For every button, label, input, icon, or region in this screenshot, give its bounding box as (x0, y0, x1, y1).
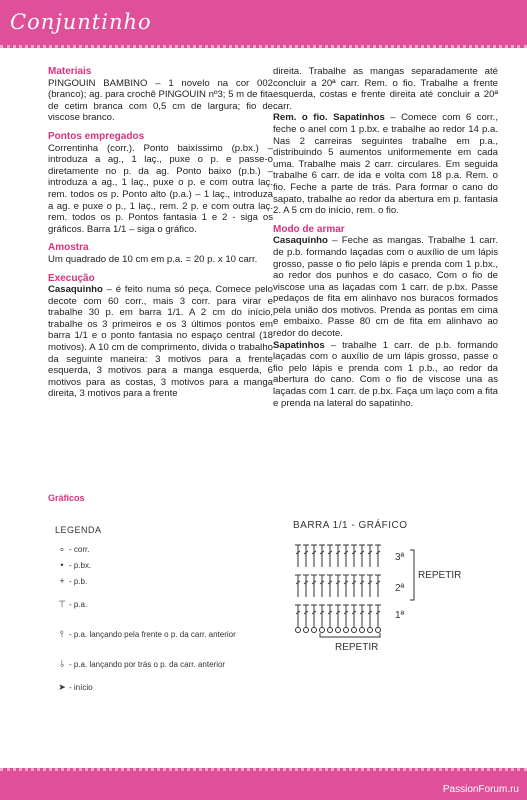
right-column (273, 66, 498, 409)
row-label-3: 3ª (395, 552, 405, 563)
stitch-mark (351, 545, 357, 567)
graficos-title: Gráficos (48, 493, 85, 503)
modo-body: – Feche as mangas. Trabalhe 1 carr. de p.b. formando laçadas com o auxílio de um lápis grosso, passe o fio pelo lápis e prenda com 1 p.bx., ao redor dos punhos e do casaco. Com o fio de viscose una as laçadas com 1 carr. de p.bx. Passe pedaços de fita em alinhavo nos buracos formados pela união dos motivos. Prenda as pontas em cima e embaixo. Passe 80 cm de fita em alinhavo ao redor do decote. (273, 235, 498, 340)
back-post-icon: ⫰ (60, 658, 64, 669)
legend-item-pb (55, 573, 275, 589)
stitch-mark (367, 545, 373, 567)
stitch-mark (303, 575, 309, 597)
chain-mark (376, 628, 381, 633)
section-text-sapatinhos (273, 112, 498, 216)
repeat-bracket-bottom (320, 633, 380, 637)
stitch-mark (319, 545, 325, 567)
chain-mark (352, 628, 357, 633)
stitch-mark (319, 575, 325, 597)
legend-label: - p.a. lançando por trás o p. da carr. anterior (69, 659, 226, 669)
row-label-2: 2ª (395, 583, 405, 594)
legend-title: LEGENDA (55, 525, 102, 535)
legend (55, 525, 275, 695)
stitch-mark (367, 605, 373, 627)
legend-label: - p.a. (69, 599, 88, 609)
legend-item-pa-back (55, 649, 275, 679)
slip-stitch-icon: • (60, 560, 64, 570)
legend-item-pa-front (55, 619, 275, 649)
legend-label: - p.a. lançando pela frente o p. da carr. anterior (69, 629, 236, 639)
footer-bar (0, 768, 527, 800)
stitch-mark (311, 605, 317, 627)
row-label-1: 1ª (395, 610, 405, 621)
chain-mark (312, 628, 317, 633)
stitch-mark (327, 575, 333, 597)
stitch-mark (359, 575, 365, 597)
legend-label: - corr. (69, 544, 90, 554)
stitch-mark (343, 605, 349, 627)
stitch-mark (311, 545, 317, 567)
section-title-pontos: Pontos empregados (48, 130, 145, 142)
stitch-mark (351, 605, 357, 627)
header-bar (0, 0, 527, 48)
stitch-mark (327, 605, 333, 627)
stitch-mark (351, 575, 357, 597)
barra-chart (290, 520, 490, 670)
section-text-sapatinhos-armar (273, 340, 498, 410)
stitch-mark (335, 575, 341, 597)
legend-item-corr (55, 541, 275, 557)
sapatinhos-armar-body: – trabalhe 1 carr. de p.b. formando laçadas com o auxílio de um lápis grosso, passe o fio pelo lápis e prenda com 1 p.b., ao redor da abertura do cano. Com o fio de viscose una as laçadas com 1 carr. de p.bx. Faça um laço com a fita e prenda na lateral do sapatinho. (273, 339, 498, 409)
section-text-continued: direita. Trabalhe as mangas separadamente até concluir a 20ª carr. Rem. o fio. Trabalhe a frente esquerda, costas e frente direita até concluir a 20ª carr. (273, 66, 498, 112)
chain-mark (328, 628, 333, 633)
repeat-label-right: REPETIR (418, 570, 462, 581)
double-crochet-icon: ⊤ (58, 598, 66, 609)
section-text-execucao (48, 284, 273, 400)
section-text-pontos: Correntinha (corr.). Ponto baixíssimo (p.bx.) – introduza a ag., 1 laç., puxe o p. e passe-o diretamente no p. da ag. Ponto baixo (p.b.) – introduza a ag., 1 laç., puxe o p. e com outra laç. rem. todos os p. Ponto alto (p.a.) – 1 laç., introduza a ag. e puxe o p., 1 laç., rem. 2 p. e com outra laç. rem. todos os p. Pontos fantasia 1 e 2 - siga os gráficos. Barra 1/1 – siga o gráfico. (48, 142, 273, 235)
stitch-mark (319, 605, 325, 627)
section-text-modo (273, 235, 498, 339)
stitch-mark (375, 575, 381, 597)
stitch-mark (375, 605, 381, 627)
section-title-execucao: Execução (48, 272, 95, 284)
repeat-label-bottom: REPETIR (335, 642, 379, 653)
legend-label: - p.b. (69, 576, 88, 586)
single-crochet-icon: + (59, 576, 65, 586)
section-title-materiais: Materiais (48, 66, 92, 77)
section-title-amostra: Amostra (48, 242, 89, 254)
chain-mark (360, 628, 365, 633)
lead-sapatinhos: Rem. o fio. Sapatinhos (273, 112, 385, 124)
legend-label: - início (69, 682, 93, 692)
stitch-mark (295, 605, 301, 627)
stitch-mark (359, 605, 365, 627)
lead-casaquinho-armar: Casaquinho (273, 235, 328, 247)
stitch-diagram (290, 520, 490, 670)
execucao-body: – é feito numa só peça. Comece pelo decote com 60 corr., mais 3 corr. para virar e trabalhe 30 p. em barra 1/1. A 2 cm do início, trabalhe os 3 primeiros e os 3 últimos pontos em barra 1/1 e o ponto fantasia no espaço central (18 motivos). A 10 cm de comprimento, divida o trabalho da seguinte maneira: 3 motivos para a frente esquerda, 3 motivos para a manga esquerda, 6 motivos para as costas, 3 motivos para a manga direita, 3 motivos para a frente (48, 284, 273, 400)
stitch-mark (295, 545, 301, 567)
page-title: Conjuntinho (10, 10, 152, 34)
section-title-modo: Modo de armar (273, 223, 345, 235)
chain-mark (368, 628, 373, 633)
legend-label: - p.bx. (69, 560, 92, 570)
lead-sapatinhos-armar: Sapatinhos (273, 339, 325, 351)
stitch-mark (359, 545, 365, 567)
chain-mark (296, 628, 301, 633)
stitch-mark (311, 575, 317, 597)
legend-item-pa (55, 589, 275, 619)
chain-mark (336, 628, 341, 633)
section-text-amostra: Um quadrado de 10 cm em p.a. = 20 p. x 10 carr. (48, 253, 258, 265)
legend-item-inicio (55, 679, 275, 695)
repeat-bracket-right (410, 550, 414, 600)
chain-mark (344, 628, 349, 633)
stitch-mark (327, 545, 333, 567)
stitch-mark (367, 575, 373, 597)
stitch-mark (303, 605, 309, 627)
legend-item-pbx (55, 557, 275, 573)
sapatinhos-body: – Comece com 6 corr., feche o anel com 1 p.bx. e trabalhe ao redor 14 p.a. Nas 2 carreiras seguintes trabalhe em p.a., distribuindo 5 aumentos uniformemente em cada uma. Trabalhe mais 2 carr. circulares. Em seguida trabalhe 6 carr. de ida e volta com 18 p.a. Rem. o fio. Feche a parte de trás. Para formar o cano do sapato, trabalhe ao redor da abertura em p. fantasia 2. A 5 cm do início, rem. o fio. (273, 112, 498, 217)
stitch-mark (343, 575, 349, 597)
stitch-mark (343, 545, 349, 567)
chain-mark (304, 628, 309, 633)
stitch-mark (335, 545, 341, 567)
chain-icon: ∘ (59, 543, 65, 554)
chart-title: BARRA 1/1 - GRÁFICO (293, 520, 408, 531)
section-text-materiais: PINGOUIN BAMBINO – 1 novelo na cor 002 (branco); ag. para crochê PINGOUIN nº3; 5 m de fita de cetim branca com 0,5 cm de largura; fio de viscose branco. (48, 77, 273, 124)
stitch-mark (295, 575, 301, 597)
chain-mark (320, 628, 325, 633)
left-column (48, 66, 273, 400)
stitch-mark (375, 545, 381, 567)
watermark: PassionForum.ru (442, 784, 519, 795)
stitch-mark (335, 605, 341, 627)
front-post-icon: ⫯ (60, 628, 64, 639)
stitch-mark (303, 545, 309, 567)
start-arrow-icon: ➤ (58, 681, 66, 692)
lead-casaquinho: Casaquinho (48, 284, 103, 296)
